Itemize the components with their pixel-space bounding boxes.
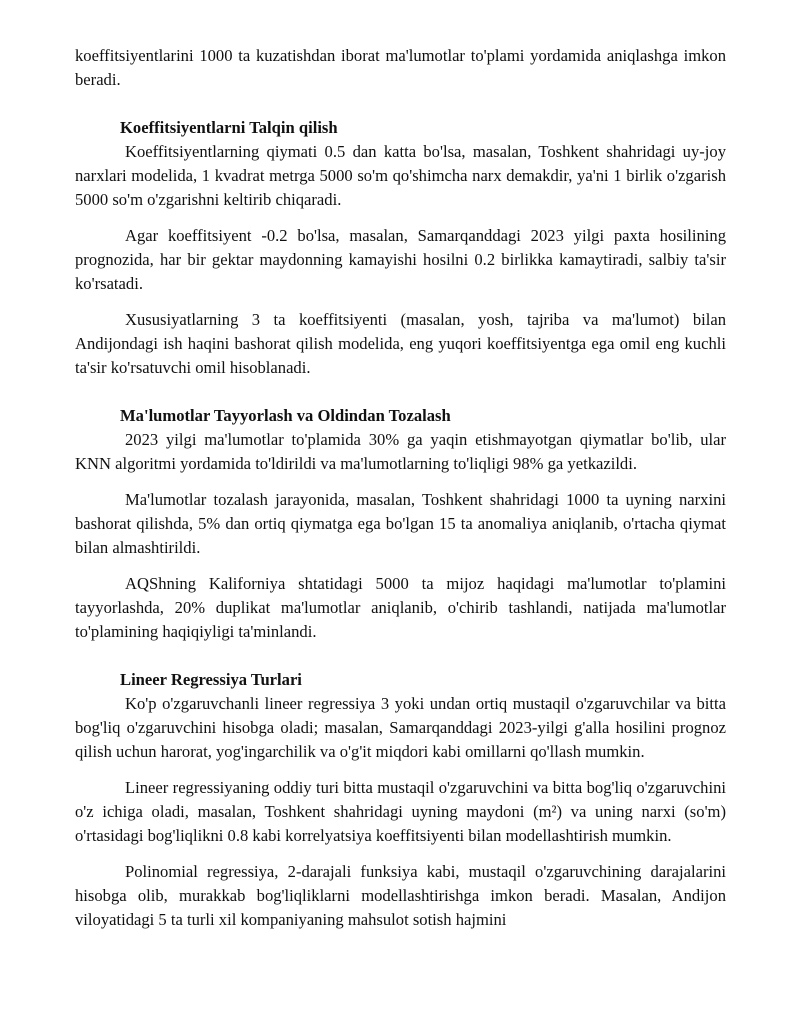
intro-paragraph: koeffitsiyentlarini 1000 ta kuzatishdan iborat ma'lumotlar to'plami yordamida aniqlashga imkon beradi. — [75, 46, 726, 89]
section-paragraph: Koeffitsiyentlarning qiymati 0.5 dan katta bo'lsa, masalan, Toshkent shahridagi uy-joy narxlari modelida, 1 kvadrat metrga 5000 so'm qo'shimcha narx demakdir, ya'ni 1 birlik o'zgarish 5000 so'm o'zgarishni keltirib chiqaradi. — [75, 142, 726, 209]
section-heading: Ma'lumotlar Tayyorlash va Oldindan Tozalash — [120, 406, 451, 425]
section-paragraph: AQShning Kaliforniya shtatidagi 5000 ta mijoz haqidagi ma'lumotlar to'plamini tayyorlashda, 20% duplikat ma'lumotlar aniqlanib, o'chirib tashlandi, natijada ma'lumotlar to'plamining haqiqiyligi ta'minlandi. — [75, 574, 726, 641]
section-paragraph: Ko'p o'zgaruvchanli lineer regressiya 3 yoki undan ortiq mustaqil o'zgaruvchilar va bitta bog'liq o'zgaruvchini hisobga oladi; masalan, Samarqanddagi 2023-yilgi g'alla hosilini prognoz qilish uchun harorat, yog'ingarchilik va o'g'it miqdori kabi omillarni qo'llash mumkin. — [75, 694, 726, 761]
section-paragraph: Agar koeffitsiyent -0.2 bo'lsa, masalan, Samarqanddagi 2023 yilgi paxta hosilining prognozida, har bir gektar maydonning kamayishi hosilni 0.2 birlikka kamaytiradi, salbiy ta'sir ko'rsatadi. — [75, 226, 726, 293]
section-paragraph: Ma'lumotlar tozalash jarayonida, masalan, Toshkent shahridagi 1000 ta uyning narxini bashorat qilishda, 5% dan ortiq qiymatga ega bo'lgan 15 ta anomaliya aniqlanib, o'rtacha qiymat bilan almashtirildi. — [75, 490, 726, 557]
section-heading: Koeffitsiyentlarni Talqin qilish — [120, 118, 338, 137]
section-heading: Lineer Regressiya Turlari — [120, 670, 302, 689]
section-paragraph: Lineer regressiyaning oddiy turi bitta mustaqil o'zgaruvchini va bitta bog'liq o'zgaruvchini o'z ichiga oladi, masalan, Toshkent shahridagi uyning maydoni (m²) va uning narxi (so'm) o'rtasidagi bog'liqlikni 0.8 kabi korrelyatsiya koeffitsiyenti bilan modellashtirish mumkin. — [75, 778, 726, 845]
section-linear-regression-types — [75, 668, 726, 932]
section-paragraph: 2023 yilgi ma'lumotlar to'plamida 30% ga yaqin etishmayotgan qiymatlar bo'lib, ular KNN algoritmi yordamida to'ldirildi va ma'lumotlarning to'liqligi 98% ga yetkazildi. — [75, 430, 726, 473]
section-paragraph: Polinomial regressiya, 2-darajali funksiya kabi, mustaqil o'zgaruvchining darajalarini hisobga olib, murakkab bog'liqliklarni modellashtirishga imkon beradi. Masalan, Andijon viloyatidagi 5 ta turli xil kompaniyaning mahsulot sotish hajmini — [75, 862, 726, 929]
document-page — [75, 44, 726, 944]
section-data-preparation — [75, 404, 726, 644]
section-coefficient-interpretation — [75, 116, 726, 380]
section-paragraph: Xususiyatlarning 3 ta koeffitsiyenti (masalan, yosh, tajriba va ma'lumot) bilan Andijondagi ish haqini bashorat qilish modelida, eng yuqori koeffitsiyentga ega omil eng kuchli ta'sir ko'rsatuvchi omil hisoblanadi. — [75, 310, 726, 377]
